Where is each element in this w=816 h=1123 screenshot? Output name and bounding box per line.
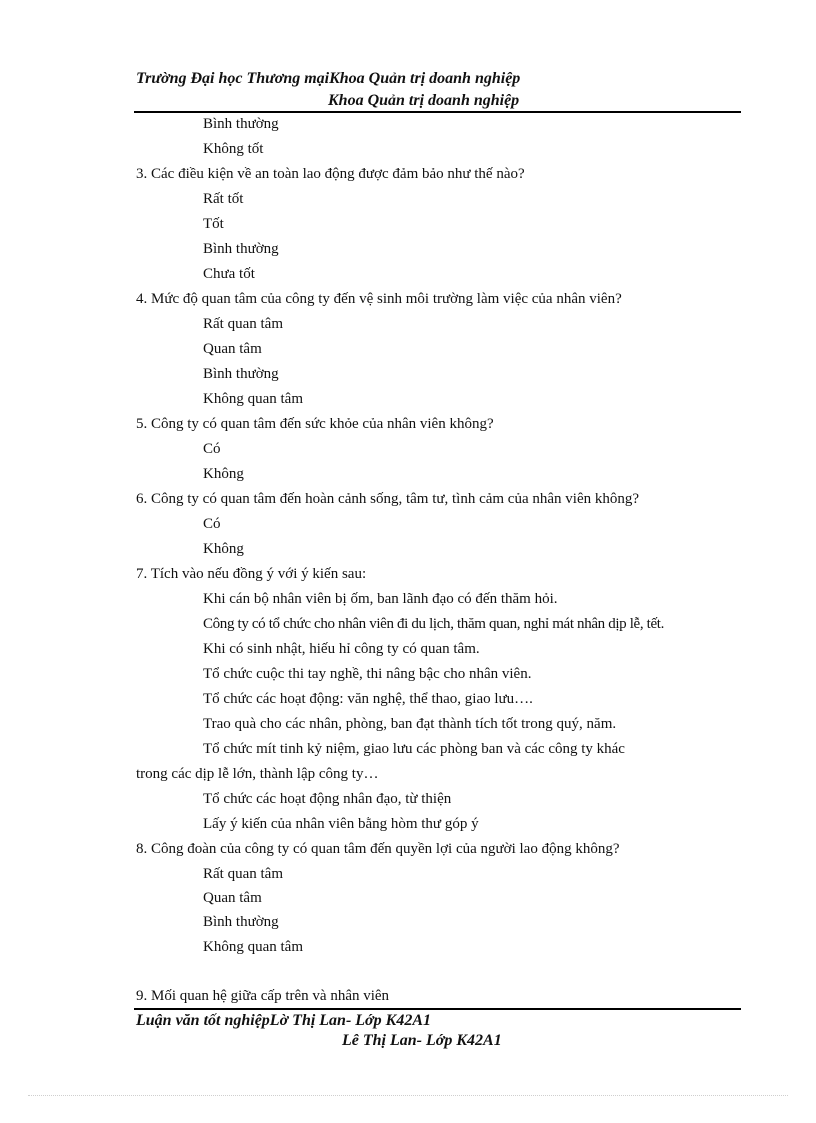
option-line: Tổ chức các hoạt động: văn nghệ, thể thao, giao lưu…. [203,691,533,707]
question-line: trong các dịp lễ lớn, thành lập công ty… [136,766,379,782]
question-line: 9. Mối quan hệ giữa cấp trên và nhân viên [136,988,390,1004]
option-line: Tổ chức mít tinh kỷ niệm, giao lưu các phòng ban và các công ty khác [203,741,625,757]
option-line: Quan tâm [203,890,262,906]
page-edge-divider [28,1095,788,1096]
option-line: Không [203,466,244,482]
option-line: Rất tốt [203,191,244,207]
header-line-2: Khoa Quản trị doanh nghiệp [328,92,520,109]
option-line: Tổ chức cuộc thi tay nghề, thi nâng bậc cho nhân viên. [203,666,532,682]
question-line: 7. Tích vào nếu đồng ý với ý kiến sau: [136,566,367,582]
option-line: Quan tâm [203,341,262,357]
option-line: Có [203,441,221,457]
option-line: Không quan tâm [203,391,303,407]
question-line: 6. Công ty có quan tâm đến hoàn cảnh sống, tâm tư, tình cảm của nhân viên không? [136,491,640,507]
header-rule [134,111,741,113]
question-line: 5. Công ty có quan tâm đến sức khỏe của nhân viên không? [136,416,494,432]
option-line: Không tốt [203,141,264,157]
option-line: Chưa tốt [203,266,255,282]
option-line: Có [203,516,221,532]
option-line: Rất quan tâm [203,316,283,332]
option-line: Tổ chức các hoạt động nhân đạo, từ thiện [203,791,452,807]
footer-rule [134,1008,741,1010]
option-line: Bình thường [203,241,279,257]
option-line: Rất quan tâm [203,866,283,882]
option-line: Lấy ý kiến của nhân viên bằng hòm thư góp ý [203,816,479,832]
question-line: 4. Mức độ quan tâm của công ty đến vệ sinh môi trường làm việc của nhân viên? [136,291,622,307]
option-line: Bình thường [203,914,279,930]
option-line: Bình thường [203,366,279,382]
option-line: Tốt [203,216,224,232]
option-line: Trao quà cho các nhân, phòng, ban đạt thành tích tốt trong quý, năm. [203,716,617,732]
option-line: Bình thường [203,116,279,132]
footer-line-2: Lê Thị Lan- Lớp K42A1 [342,1032,502,1049]
footer-line-1: Luận văn tốt nghiệpLờ Thị Lan- Lớp K42A1 [136,1012,431,1029]
option-line: Không [203,541,244,557]
option-line: Không quan tâm [203,939,303,955]
header-line-1: Trường Đại học Thương mạiKhoa Quản trị doanh nghiệp [136,70,521,87]
question-line: 8. Công đoàn của công ty có quan tâm đến quyền lợi của người lao động không? [136,841,620,857]
option-line: Khi có sinh nhật, hiếu hỉ công ty có quan tâm. [203,641,480,657]
option-line: Khi cán bộ nhân viên bị ốm, ban lãnh đạo có đến thăm hỏi. [203,591,558,607]
question-line: 3. Các điều kiện về an toàn lao động được đảm bảo như thế nào? [136,166,525,182]
option-line: Công ty có tổ chức cho nhân viên đi du lịch, thăm quan, nghỉ mát nhân dịp lễ, tết. [203,616,664,632]
